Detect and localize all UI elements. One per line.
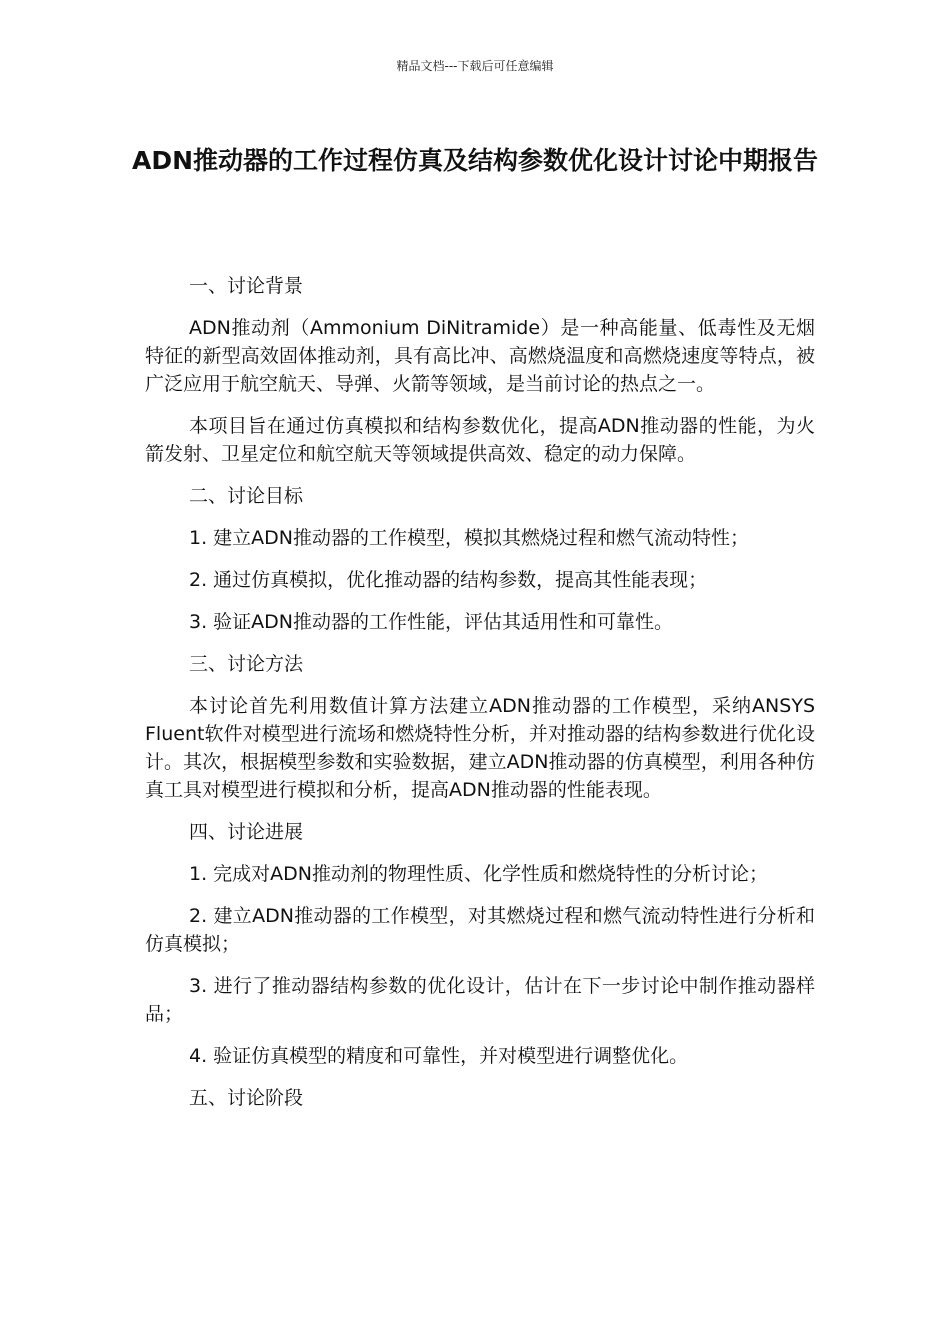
document-body bbox=[145, 272, 815, 1126]
section-heading-progress: 四、讨论进展 bbox=[189, 821, 304, 843]
section-heading-methods: 三、讨论方法 bbox=[189, 653, 304, 675]
section-heading-stages: 五、讨论阶段 bbox=[189, 1087, 304, 1109]
goal-item-3: 3. 验证ADN推动器的工作性能，评估其适用性和可靠性。 bbox=[189, 611, 674, 633]
progress-item-3: 3. 进行了推动器结构参数的优化设计，估计在下一步讨论中制作推动器样品； bbox=[145, 975, 815, 1025]
goal-item-1: 1. 建立ADN推动器的工作模型，模拟其燃烧过程和燃气流动特性； bbox=[189, 527, 750, 549]
header-note: 精品文档---下载后可任意编辑 bbox=[396, 59, 554, 73]
paragraph-background-1: ADN推动剂（Ammonium DiNitramide）是一种高能量、低毒性及无烟特征的新型高效固体推动剂，具有高比冲、高燃烧温度和高燃烧速度等特点，被广泛应用于航空航天、导弹、火箭等领域，是当前讨论的热点之一。 bbox=[145, 317, 815, 395]
paragraph-background-2: 本项目旨在通过仿真模拟和结构参数优化，提高ADN推动器的性能，为火箭发射、卫星定位和航空航天等领域提供高效、稳定的动力保障。 bbox=[145, 415, 815, 465]
goal-item-2: 2. 通过仿真模拟，优化推动器的结构参数，提高其性能表现； bbox=[189, 569, 708, 591]
paragraph-methods: 本讨论首先利用数值计算方法建立ADN推动器的工作模型，采纳ANSYS Fluent软件对模型进行流场和燃烧特性分析，并对推动器的结构参数进行优化设计。其次，根据模型参数和实验数据，建立ADN推动器的仿真模型，利用各种仿真工具对模型进行模拟和分析，提高ADN推动器的性能表现。 bbox=[145, 695, 815, 801]
progress-item-1: 1. 完成对ADN推动剂的物理性质、化学性质和燃烧特性的分析讨论； bbox=[189, 863, 769, 885]
progress-item-2: 2. 建立ADN推动器的工作模型，对其燃烧过程和燃气流动特性进行分析和仿真模拟； bbox=[145, 905, 815, 955]
section-heading-goals: 二、讨论目标 bbox=[189, 485, 304, 507]
document-title: ADN推动器的工作过程仿真及结构参数优化设计讨论中期报告 bbox=[131, 146, 819, 175]
section-heading-background: 一、讨论背景 bbox=[189, 275, 304, 297]
progress-item-4: 4. 验证仿真模型的精度和可靠性，并对模型进行调整优化。 bbox=[189, 1045, 689, 1067]
